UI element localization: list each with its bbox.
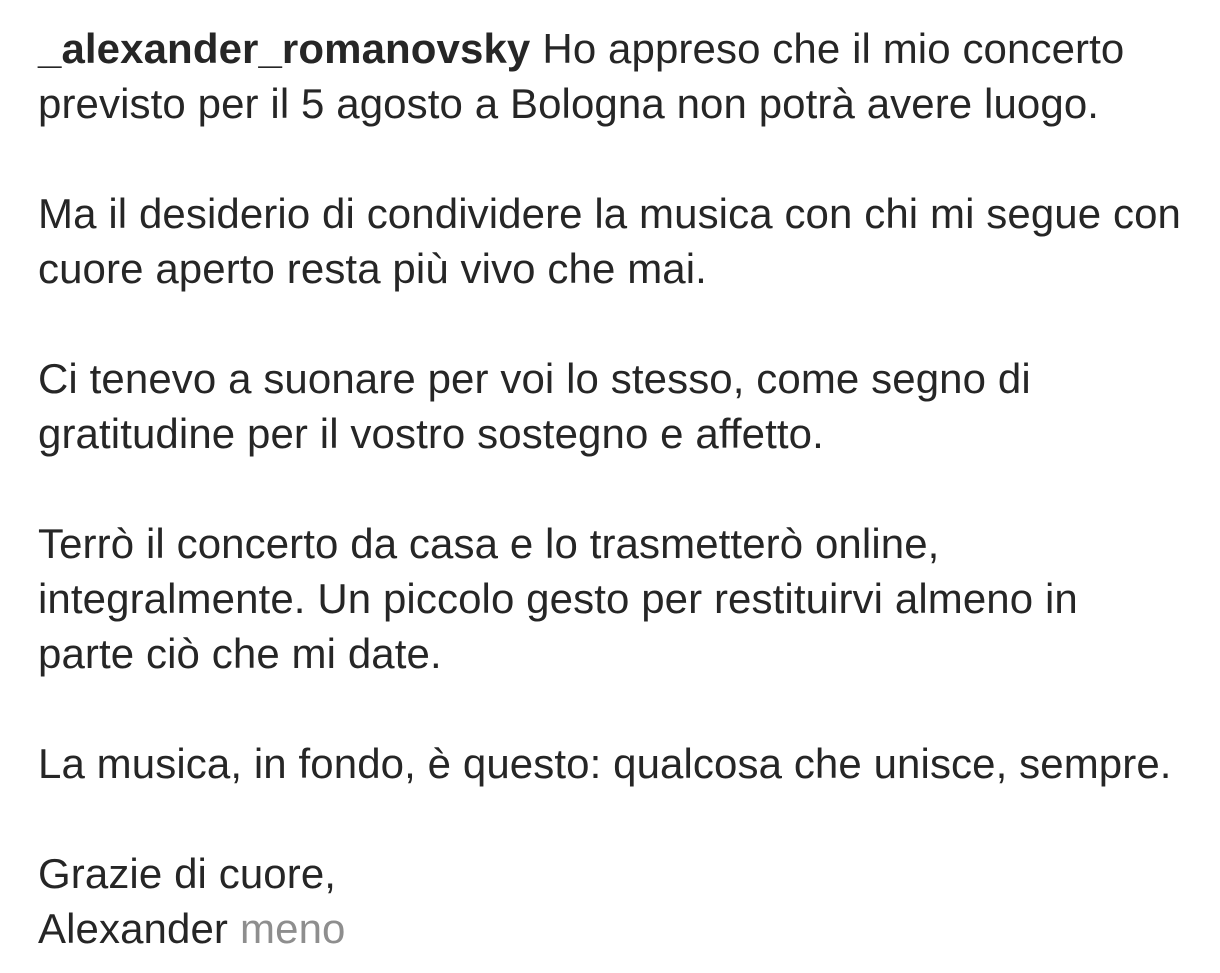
caption-line: parte ciò che mi date.	[38, 630, 442, 677]
signature-text: Alexander	[38, 905, 229, 952]
caption-paragraph-6	[38, 846, 1190, 956]
caption-line	[38, 901, 1190, 956]
caption-line: Terrò il concerto da casa e lo trasmetterò online,	[38, 520, 940, 567]
caption-text: Ho appreso che il mio concerto	[542, 25, 1125, 72]
caption-paragraph-2	[38, 186, 1190, 296]
caption-line: gratitudine per il vostro sostegno e affetto.	[38, 410, 824, 457]
caption-line: previsto per il 5 agosto a Bologna non potrà avere luogo.	[38, 80, 1100, 127]
collapse-caption-link[interactable]: meno	[240, 905, 346, 952]
caption-line: cuore aperto resta più vivo che mai.	[38, 245, 707, 292]
caption-line: Ci tenevo a suonare per voi lo stesso, come segno di	[38, 355, 1031, 402]
caption-paragraph-4	[38, 516, 1190, 681]
caption-paragraph-3	[38, 351, 1190, 461]
caption-line: integralmente. Un piccolo gesto per restituirvi almeno in	[38, 575, 1078, 622]
username-link[interactable]: _alexander_romanovsky	[38, 25, 531, 72]
caption-line: Ma il desiderio di condividere la musica con chi mi segue con	[38, 190, 1181, 237]
caption-line: La musica, in fondo, è questo: qualcosa che unisce, sempre.	[38, 740, 1172, 787]
caption-paragraph-5	[38, 736, 1190, 791]
caption-paragraph-1	[38, 21, 1190, 131]
caption-line	[38, 21, 1190, 76]
caption-line: Grazie di cuore,	[38, 850, 337, 897]
